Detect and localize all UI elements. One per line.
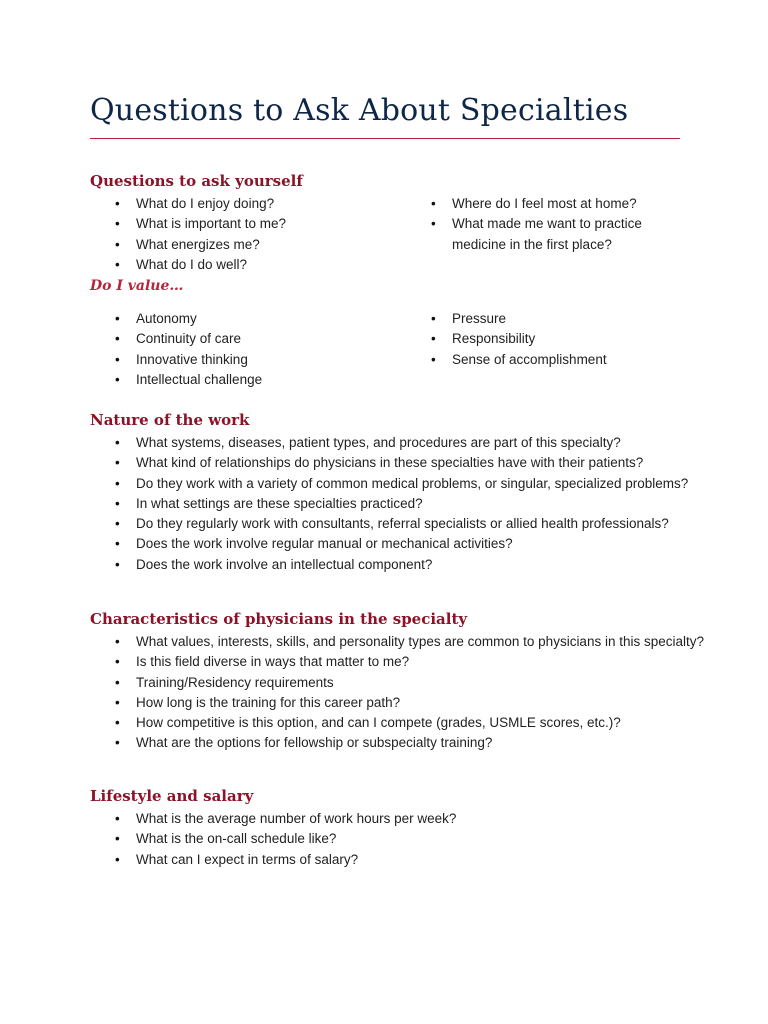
list-item: • Where do I feel most at home?	[431, 194, 663, 214]
list-item: • What energizes me?	[115, 235, 286, 255]
list-item: • How competitive is this option, and can I compete (grades, USMLE scores, etc.)?	[115, 713, 704, 733]
list-item: • Pressure	[431, 309, 607, 329]
title-divider	[90, 138, 680, 139]
value-list-left	[115, 309, 262, 390]
list-item: • Autonomy	[115, 309, 262, 329]
list-item: • Responsibility	[431, 329, 607, 349]
list-item: • Continuity of care	[115, 329, 262, 349]
list-item: • In what settings are these specialties practiced?	[115, 494, 688, 514]
section-heading-characteristics: Characteristics of physicians in the specialty	[90, 610, 468, 628]
value-list-right	[431, 309, 607, 370]
list-item: • What are the options for fellowship or subspecialty training?	[115, 733, 704, 753]
list-item: • Do they regularly work with consultants, referral specialists or allied health professionals?	[115, 514, 688, 534]
list-item: • How long is the training for this career path?	[115, 693, 704, 713]
nature-list	[115, 433, 688, 575]
list-item: • Is this field diverse in ways that matter to me?	[115, 652, 704, 672]
list-item: • Intellectual challenge	[115, 370, 262, 390]
list-item: • What do I do well?	[115, 255, 286, 275]
list-item: • What is important to me?	[115, 214, 286, 234]
list-item: • What kind of relationships do physicians in these specialties have with their patients?	[115, 453, 688, 473]
section-heading-nature: Nature of the work	[90, 411, 250, 429]
list-item: • Does the work involve regular manual or mechanical activities?	[115, 534, 688, 554]
characteristics-list	[115, 632, 704, 754]
list-item: • Innovative thinking	[115, 350, 262, 370]
section-heading-lifestyle: Lifestyle and salary	[90, 787, 254, 805]
list-item: • What do I enjoy doing?	[115, 194, 286, 214]
section-heading-ask-yourself: Questions to ask yourself	[90, 172, 303, 190]
lifestyle-list	[115, 809, 456, 870]
list-item: • What can I expect in terms of salary?	[115, 850, 456, 870]
ask-yourself-list-right	[431, 194, 663, 255]
page-title: Questions to Ask About Specialties	[90, 93, 629, 128]
ask-yourself-list-left	[115, 194, 286, 275]
list-item: • What is the on-call schedule like?	[115, 829, 456, 849]
section-subheading-value: Do I value…	[90, 278, 184, 294]
list-item: • What values, interests, skills, and personality types are common to physicians in this specialty?	[115, 632, 704, 652]
list-item: • What made me want to practice medicine in the first place?	[431, 214, 663, 255]
list-item: • Training/Residency requirements	[115, 673, 704, 693]
list-item: • Sense of accomplishment	[431, 350, 607, 370]
list-item: • What systems, diseases, patient types, and procedures are part of this specialty?	[115, 433, 688, 453]
list-item: • Does the work involve an intellectual component?	[115, 555, 688, 575]
list-item: • Do they work with a variety of common medical problems, or singular, specialized problems?	[115, 474, 688, 494]
list-item: • What is the average number of work hours per week?	[115, 809, 456, 829]
